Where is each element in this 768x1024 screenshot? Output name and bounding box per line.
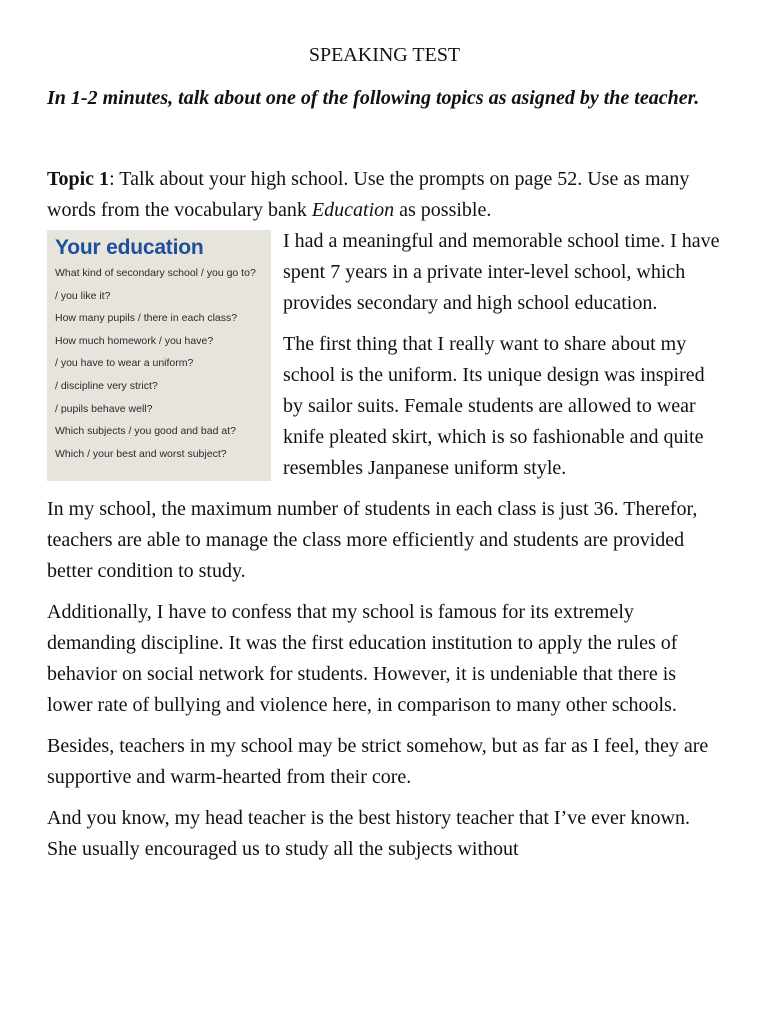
body-paragraph: I had a meaningful and memorable school time. I have spent 7 years in a private inter-level school, which provides secondary and high school education. — [283, 230, 720, 314]
body-paragraph: Additionally, I have to confess that my school is famous for its extremely demanding discipline. It was the first education institution to apply the rules of behavior on social network for students. However, it is undeniable that there is lower rate of bullying and violence here, in comparison to many other schools. — [47, 601, 678, 716]
inset-prompt: Which subjects / you good and bad at? — [55, 425, 236, 438]
inset-title: Your education — [55, 236, 204, 259]
instructions: In 1-2 minutes, talk about one of the following topics as asigned by the teacher. — [47, 87, 700, 109]
inset-prompt: How much homework / you have? — [55, 334, 214, 347]
inset-prompt: / you have to wear a uniform? — [55, 357, 194, 370]
body-paragraph: The first thing that I really want to share about my school is the uniform. Its unique design was inspired by sailor suits. Female students are allowed to wear knife pleated skirt, which is so fashionable and quite resembles Janpanese uniform style. — [283, 333, 705, 479]
topic-text-before: : Talk about your high school. Use the prompts on page 52. Use as many words from the vocabulary bank — [47, 168, 690, 221]
page-title: SPEAKING TEST — [308, 44, 461, 66]
inset-prompt: / you like it? — [55, 289, 111, 302]
your-education-image — [47, 230, 271, 481]
inset-prompt: How many pupils / there in each class? — [55, 312, 238, 325]
body-paragraph: Besides, teachers in my school may be strict somehow, but as far as I feel, they are supportive and warm-hearted from their core. — [47, 735, 709, 788]
topic-label: Topic 1 — [47, 168, 110, 190]
document-page — [47, 40, 722, 875]
inset-prompt: Which / your best and worst subject? — [55, 447, 227, 460]
inset-prompt: What kind of secondary school / you go to? — [55, 267, 256, 279]
topic-emphasis: Education — [311, 199, 395, 221]
topic-text-after: as possible. — [394, 199, 492, 221]
inset-prompt: / discipline very strict? — [55, 379, 158, 392]
body-paragraph: In my school, the maximum number of students in each class is just 36. Therefor, teachers are able to manage the class more efficiently and students are provided better condition to study. — [47, 498, 698, 582]
body-paragraph: And you know, my head teacher is the best history teacher that I’ve ever known. She usually encouraged us to study all the subjects without — [47, 807, 690, 860]
inset-prompt: / pupils behave well? — [55, 402, 153, 415]
topic-prompt — [47, 164, 722, 226]
